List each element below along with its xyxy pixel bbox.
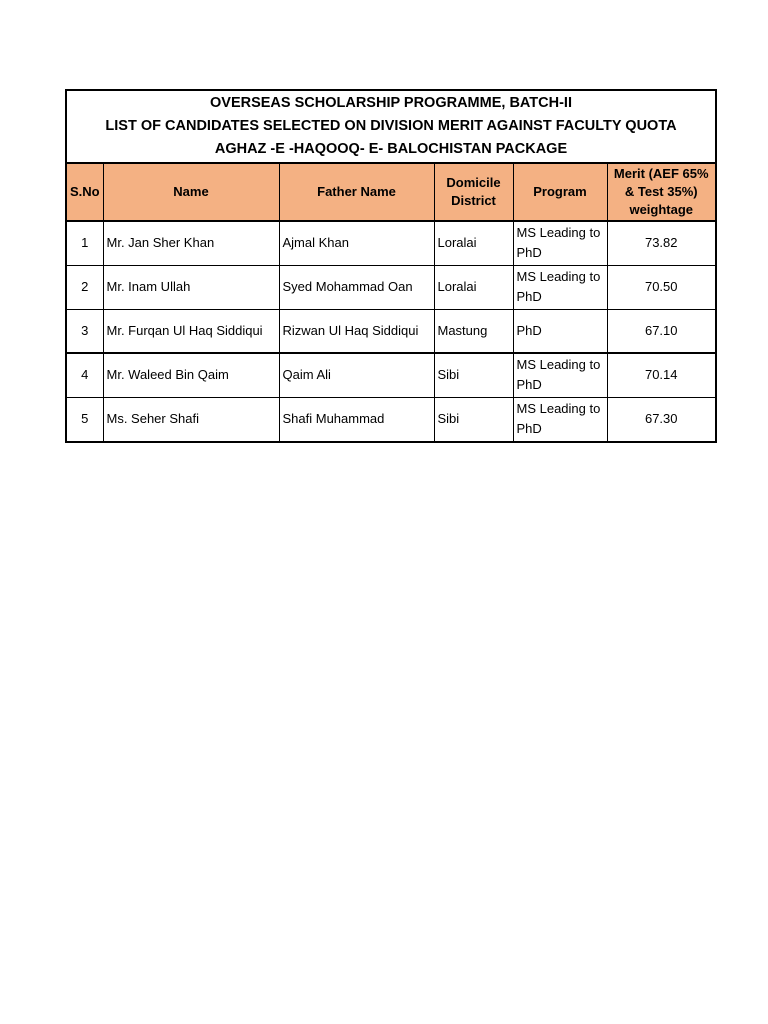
cell-sno: 3 <box>67 309 103 353</box>
cell-program: PhD <box>513 309 607 353</box>
cell-merit: 70.50 <box>607 265 715 309</box>
table-row <box>67 353 715 397</box>
cell-sno: 2 <box>67 265 103 309</box>
cell-sno: 5 <box>67 397 103 441</box>
cell-name: Mr. Furqan Ul Haq Siddiqui <box>103 309 279 353</box>
title-line-2: LIST OF CANDIDATES SELECTED ON DIVISION MERIT AGAINST FACULTY QUOTA <box>105 118 677 134</box>
cell-program: MS Leading to PhD <box>513 265 607 309</box>
cell-name: Mr. Waleed Bin Qaim <box>103 353 279 397</box>
cell-sno: 4 <box>67 353 103 397</box>
header-row <box>67 164 715 221</box>
title-line-3: AGHAZ -E -HAQOOQ- E- BALOCHISTAN PACKAGE <box>214 141 568 157</box>
col-header-domicile: Domicile District <box>434 164 513 221</box>
cell-domicile: Loralai <box>434 221 513 265</box>
table-row <box>67 309 715 353</box>
title-block <box>67 91 715 164</box>
cell-name: Ms. Seher Shafi <box>103 397 279 441</box>
scholarship-sheet <box>65 89 717 443</box>
table-row <box>67 221 715 265</box>
cell-domicile: Sibi <box>434 397 513 441</box>
cell-name: Mr. Inam Ullah <box>103 265 279 309</box>
cell-father: Syed Mohammad Oan <box>279 265 434 309</box>
cell-sno: 1 <box>67 221 103 265</box>
cell-father: Shafi Muhammad <box>279 397 434 441</box>
cell-merit: 70.14 <box>607 353 715 397</box>
col-header-merit: Merit (AEF 65% & Test 35%) weightage <box>607 164 715 221</box>
cell-program: MS Leading to PhD <box>513 221 607 265</box>
candidates-table <box>67 164 715 441</box>
col-header-program: Program <box>513 164 607 221</box>
col-header-father-name: Father Name <box>279 164 434 221</box>
cell-domicile: Mastung <box>434 309 513 353</box>
table-row <box>67 397 715 441</box>
col-header-name: Name <box>103 164 279 221</box>
cell-merit: 67.10 <box>607 309 715 353</box>
cell-merit: 67.30 <box>607 397 715 441</box>
cell-name: Mr. Jan Sher Khan <box>103 221 279 265</box>
cell-domicile: Loralai <box>434 265 513 309</box>
cell-father: Qaim Ali <box>279 353 434 397</box>
col-header-sno: S.No <box>67 164 103 221</box>
cell-program: MS Leading to PhD <box>513 353 607 397</box>
table-row <box>67 265 715 309</box>
title-line-1: OVERSEAS SCHOLARSHIP PROGRAMME, BATCH-II <box>210 95 572 111</box>
cell-father: Rizwan Ul Haq Siddiqui <box>279 309 434 353</box>
cell-merit: 73.82 <box>607 221 715 265</box>
cell-father: Ajmal Khan <box>279 221 434 265</box>
cell-domicile: Sibi <box>434 353 513 397</box>
cell-program: MS Leading to PhD <box>513 397 607 441</box>
